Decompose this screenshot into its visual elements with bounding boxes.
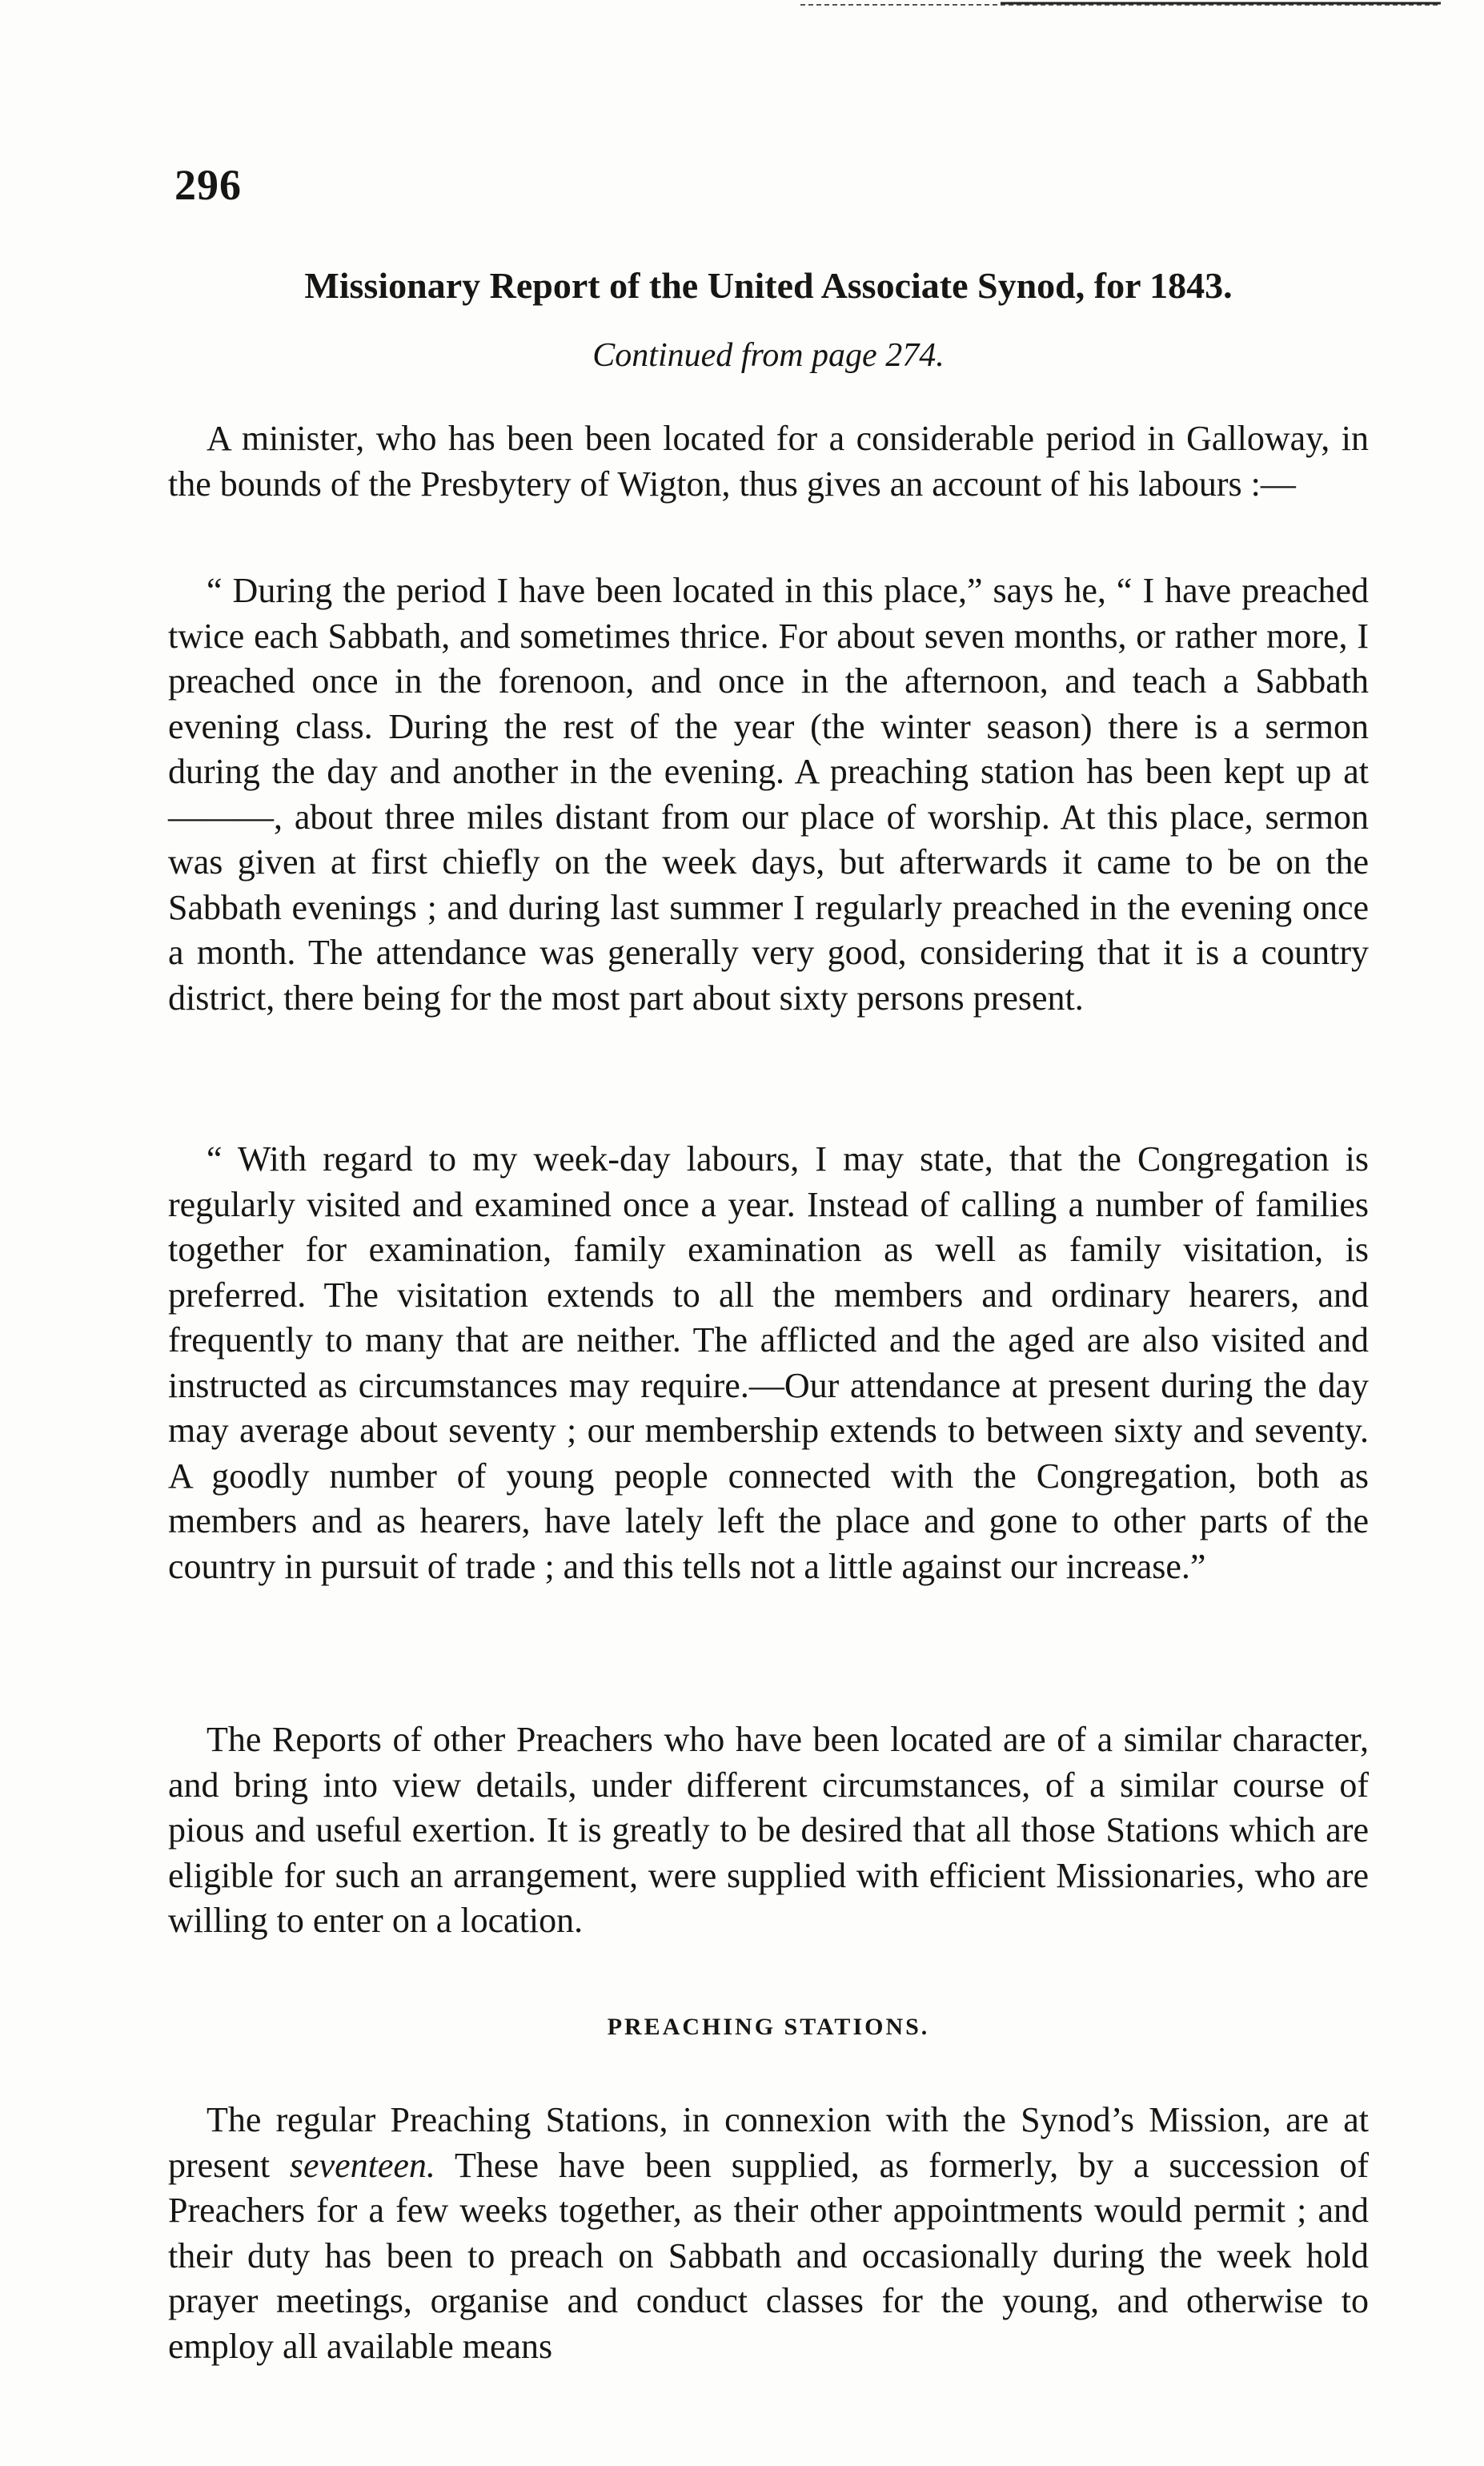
article-subtitle: Continued from page 274. bbox=[592, 337, 945, 374]
paragraph-text-after: These have been supplied, as formerly, by a succession of Preachers for a few weeks together, as their other appointments would permit ; and their duty has been to preach on Sabbath and occasionally during the week hold prayer meetings, organise and conduct classes for the young, and otherwise to employ all available means bbox=[168, 2145, 1370, 2366]
paragraph-intro: A minister, who has been been located for a considerable period in Galloway, in the bounds of the Presbytery of Wigton, thus gives an account of his labours :— bbox=[168, 419, 1369, 504]
scan-edge-mark bbox=[800, 0, 1441, 11]
paragraph-preaching-stations bbox=[168, 2098, 1369, 2369]
paragraph-quote-weekday: “ With regard to my week-day labours, I may state, that the Congregation is regularly visited and examined once a year. Instead of calling a number of families together for examination, family examination as well as family visitation, is preferred. The visitation extends to all the members and ordinary hearers, and frequently to many that are neither. The afflicted and the aged are also visited and instructed as circumstances may require.—Our attendance at present during the day may average about seventy ; our membership extends to between sixty and seventy. A goodly number of young people connected with the Congregation, both as members and as hearers, have lately left the place and gone to other parts of the country in pursuit of trade ; and this tells not a little against our increase.” bbox=[168, 1139, 1369, 1586]
page-number: 296 bbox=[174, 161, 242, 209]
paragraph-quote-labours: “ During the period I have been located in this place,” says he, “ I have preached twice each Sabbath, and sometimes thrice. For about seven months, or rather more, I preached once in the forenoon, and once in the afternoon, and teach a Sabbath evening class. During the rest of the year (the winter season) there is a sermon during the day and another in the evening. A preaching station has been kept up at ———, about three miles distant from our place of worship. At this place, sermon was given at first chiefly on the week days, but afterwards it came to be on the Sabbath evenings ; and during last summer I regularly preached in the evening once a month. The attendance was generally very good, considering that it is a country district, there being for the most part about sixty persons present. bbox=[168, 571, 1369, 1018]
section-heading: PREACHING STATIONS. bbox=[607, 2014, 930, 2040]
emphasis-seventeen: seventeen. bbox=[289, 2145, 435, 2185]
article-title: Missionary Report of the United Associate Synod, for 1843. bbox=[304, 265, 1233, 306]
paragraph-text-before: The regular Preaching Stations, in connexion with the Synod’s Mission, are at present bbox=[168, 2100, 1369, 2185]
paragraph-other-reports: The Reports of other Preachers who have been located are of a similar character, and bring into view details, under different circumstances, of a similar course of pious and useful exertion. It is greatly to be desired that all those Stations which are eligible for such an arrangement, were supplied with efficient Missionaries, who are willing to enter on a location. bbox=[168, 1720, 1369, 1940]
